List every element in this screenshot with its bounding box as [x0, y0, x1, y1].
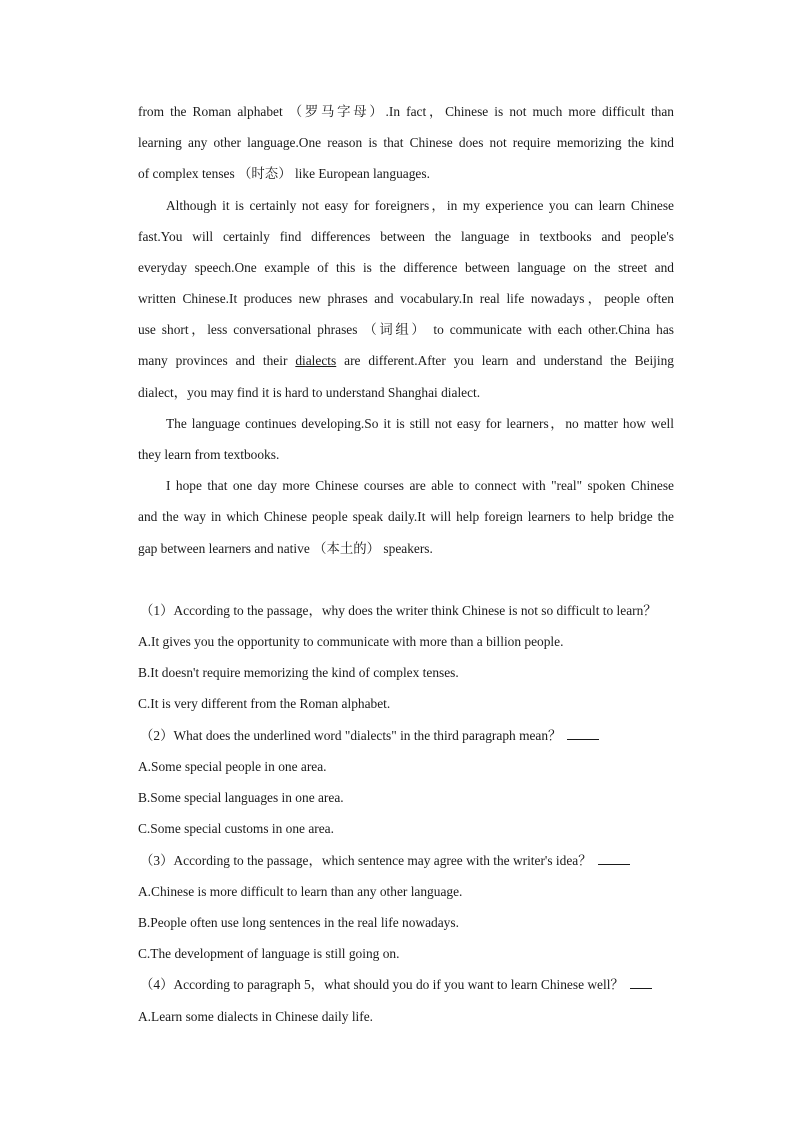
passage-line: use short，less conversational phrases （词组） to communicate with each other.China has	[138, 322, 674, 337]
passage-text: many provinces and their	[138, 353, 296, 368]
answer-option: B.It doesn't require memorizing the kind of complex tenses.	[138, 665, 459, 680]
question-stem: （1）According to the passage，why does the writer think Chinese is not so difficult to learn？	[140, 603, 657, 618]
passage-line	[138, 351, 674, 371]
passage-line: learning any other language.One reason is that Chinese does not require memorizing the kind	[138, 135, 674, 150]
passage-line: dialect，you may find it is hard to understand Shanghai dialect.	[138, 385, 481, 400]
question-text: （4）According to paragraph 5，what should you do if you want to learn Chinese well？	[140, 977, 624, 992]
question-stem	[140, 726, 674, 746]
question-text: （2）What does the underlined word "dialects" in the third paragraph mean？	[140, 728, 562, 743]
answer-option: A.Learn some dialects in Chinese daily life.	[138, 1009, 374, 1024]
underlined-word-dialects: dialects	[295, 353, 337, 368]
passage-line: and the way in which Chinese people speak daily.It will help foreign learners to help bridge the	[138, 509, 674, 524]
answer-option: A.Some special people in one area.	[138, 759, 327, 774]
passage-line: written Chinese.It produces new phrases and vocabulary.In real life nowadays，people often	[138, 291, 674, 306]
answer-option: B.People often use long sentences in the real life nowadays.	[138, 915, 459, 930]
answer-option: C.It is very different from the Roman alphabet.	[138, 696, 391, 711]
answer-blank	[598, 852, 630, 865]
answer-option: A.Chinese is more difficult to learn than any other language.	[138, 884, 463, 899]
passage-line: gap between learners and native （本土的） speakers.	[138, 541, 433, 556]
question-text: （3）According to the passage，which sentence may agree with the writer's idea？	[140, 853, 592, 868]
answer-blank	[630, 976, 652, 989]
passage-line: fast.You will certainly find differences between the language in textbooks and people's	[138, 229, 674, 244]
passage-line: The language continues developing.So it is still not easy for learners，no matter how well	[166, 416, 674, 431]
passage-line: Although it is certainly not easy for foreigners，in my experience you can learn Chinese	[166, 198, 674, 213]
passage-line: of complex tenses （时态） like European languages.	[138, 166, 430, 181]
answer-option: A.It gives you the opportunity to communicate with more than a billion people.	[138, 634, 564, 649]
answer-option: C.Some special customs in one area.	[138, 821, 334, 836]
question-stem	[140, 851, 674, 871]
answer-option: B.Some special languages in one area.	[138, 790, 344, 805]
passage-line: from the Roman alphabet （罗马字母）.In fact，Chinese is not much more difficult than	[138, 104, 674, 119]
question-stem	[140, 975, 674, 995]
passage-line: they learn from textbooks.	[138, 447, 280, 462]
answer-option: C.The development of language is still going on.	[138, 946, 400, 961]
answer-blank	[567, 727, 599, 740]
passage-text: are different.After you learn and understand the Beijing	[336, 353, 674, 368]
passage-line: everyday speech.One example of this is the difference between language on the street and	[138, 260, 674, 275]
passage-line: I hope that one day more Chinese courses are able to connect with "real" spoken Chinese	[166, 478, 674, 493]
